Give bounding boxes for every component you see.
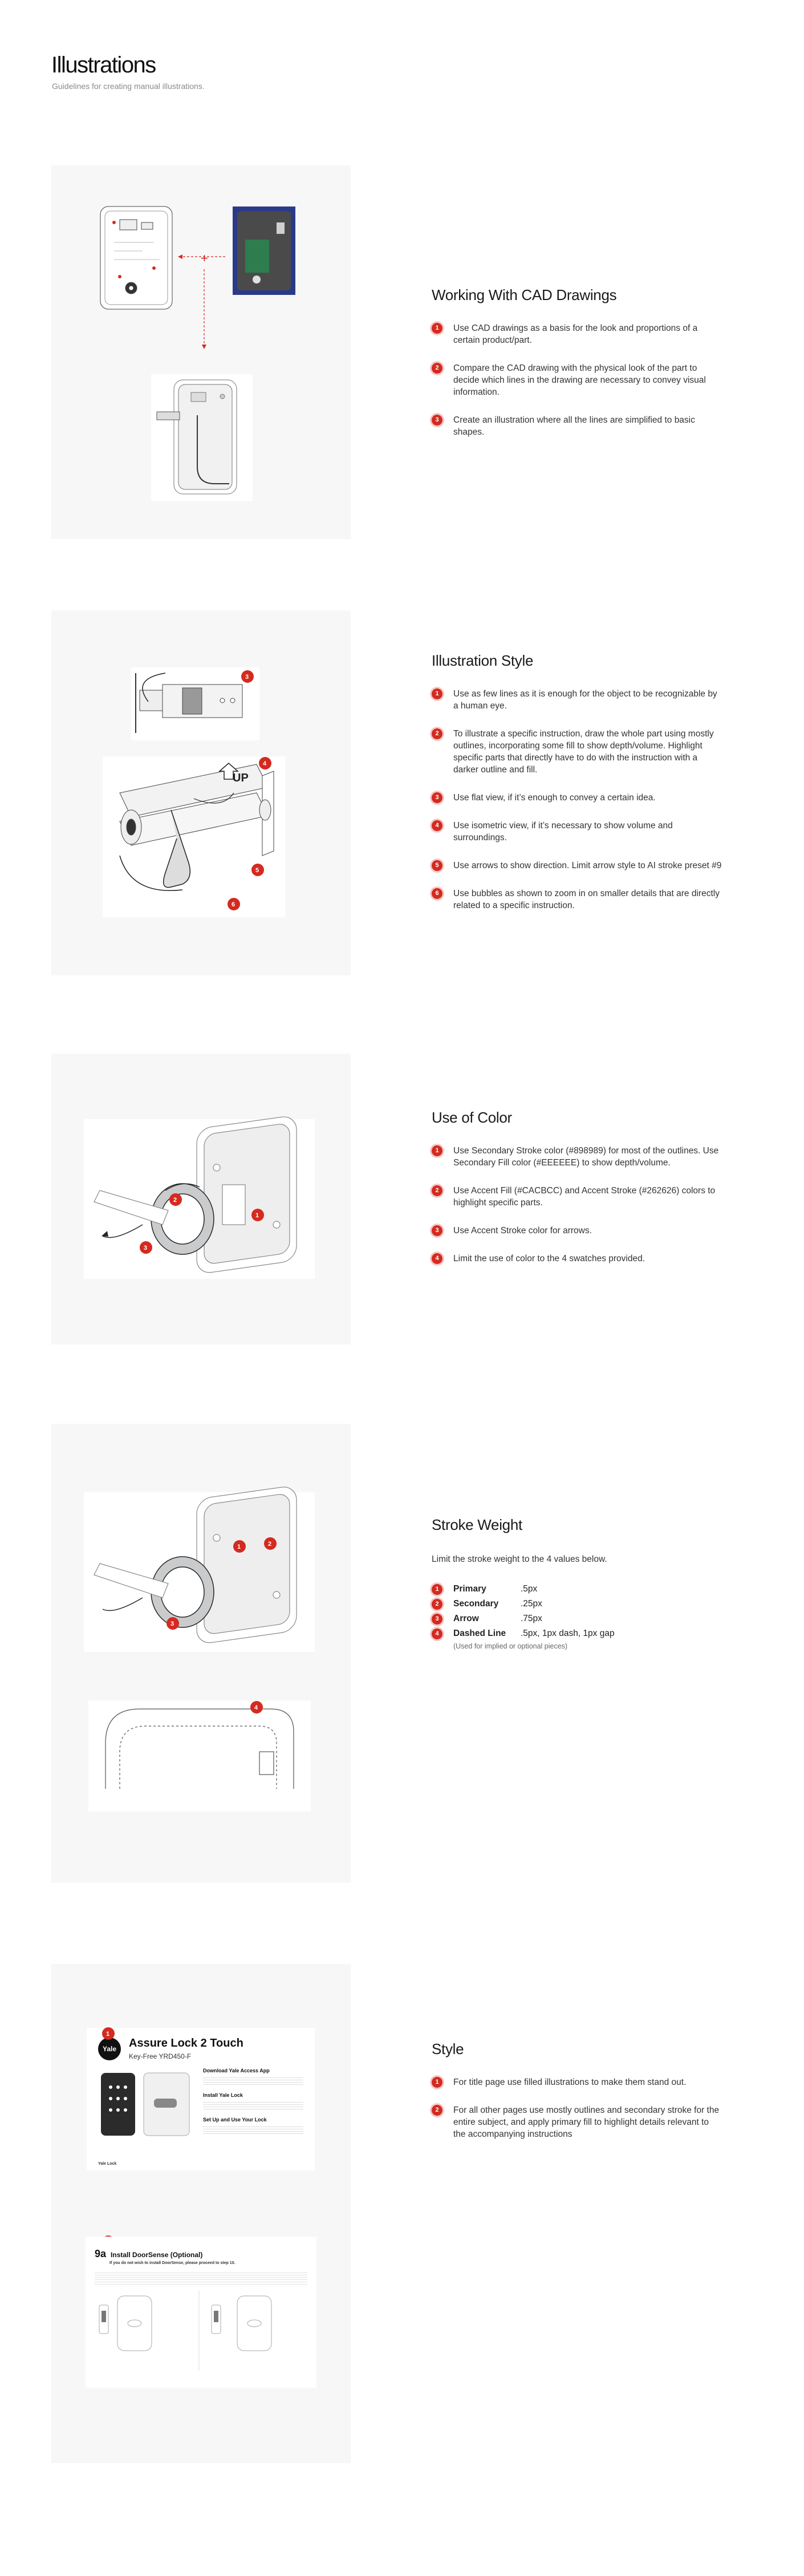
up-label: UP [233, 772, 249, 784]
step-bubble: 1 [432, 688, 442, 699]
svg-text:1: 1 [106, 2031, 110, 2038]
use-of-color-title: Use of Color [432, 1109, 512, 1126]
list-item: 1 Use as few lines as it is enough for the object to be recognizable by a human eye. [432, 688, 722, 712]
color-steps [432, 1145, 722, 1265]
list-item: 2 To illustrate a specific instruction, draw the whole part using mostly outlines, incorporating some fill to show depth/volume. Highlight specific parts that directly have to do with the instruction with a darker outline and fill. [432, 728, 722, 776]
svg-text:3: 3 [245, 674, 249, 681]
step-bubble: 2 [432, 728, 442, 739]
stroke-note: (Used for implied or optional pieces) [453, 1642, 568, 1650]
list-item: 2 Secondary .25px [432, 1597, 722, 1611]
step-bubble: 2 [432, 2105, 442, 2116]
cover-heading-download: Download Yale Access App [203, 2068, 270, 2073]
style-illustration-panel [51, 610, 351, 975]
step-bubble: 3 [432, 415, 442, 426]
svg-text:3: 3 [170, 1621, 174, 1627]
stroke-intro: Limit the stroke weight to the 4 values below. [432, 1554, 607, 1564]
list-item: 2 For all other pages use mostly outlines and secondary stroke for the entire subject, and apply primary fill to highlight details relevant to the accompanying instructions [432, 2104, 722, 2140]
step-bubble: 2 [432, 363, 442, 374]
instruction-page-example [86, 2237, 316, 2388]
simplified-illustration [151, 374, 253, 501]
list-item: 1 Use CAD drawings as a basis for the look and proportions of a certain product/part. [432, 322, 722, 346]
step-subtitle: If you do not wish to install DoorSense, please proceed to step 10. [109, 2261, 235, 2265]
style-text-block-final [432, 2040, 722, 2156]
step-bubble: 5 [432, 860, 442, 871]
style-title: Style [432, 2040, 464, 2057]
list-item: 4 Use isometric view, if it’s necessary to show volume and surroundings. [432, 820, 722, 844]
step-bubble: 4 [432, 1253, 442, 1264]
svg-text:5: 5 [255, 867, 259, 874]
step-bubble: 4 [432, 820, 442, 831]
photo-of-part [233, 206, 295, 295]
list-item: 1 For title page use filled illustrations to make them stand out. [432, 2076, 722, 2088]
svg-text:6: 6 [232, 901, 235, 908]
plus-icon: + [201, 251, 208, 265]
color-illustration-panel [51, 1054, 351, 1344]
svg-text:4: 4 [254, 1704, 258, 1711]
style-pages-panel [51, 1964, 351, 2463]
lock-back-plate [197, 1115, 297, 1275]
style-bubbles [51, 1964, 351, 2463]
step-number: 9a [95, 2248, 107, 2259]
list-item: 3 Use flat view, if it’s enough to convey a certain idea. [432, 792, 722, 804]
step-bubble: 6 [432, 888, 442, 899]
step-bubble: 3 [432, 1614, 442, 1625]
step-bubble: 2 [432, 1599, 442, 1610]
color-text-block [432, 1109, 722, 1281]
step-bubble: 1 [432, 323, 442, 334]
color-example-illustration [51, 1054, 351, 1344]
cover-subtitle: Key-Free YRD450-F [129, 2052, 192, 2060]
cad-drawing-illustration [51, 165, 351, 539]
list-item: 2 Use Accent Fill (#CACBCC) and Accent Stroke (#262626) colors to highlight specific parts. [432, 1185, 722, 1209]
illustration-style-steps [432, 688, 722, 912]
cover-title: Assure Lock 2 Touch [129, 2037, 243, 2050]
list-item: 3 Use Accent Stroke color for arrows. [432, 1225, 722, 1237]
svg-text:3: 3 [144, 1245, 148, 1251]
list-item: 3 Arrow .75px [432, 1611, 722, 1626]
cad-section-title: Working With CAD Drawings [432, 286, 617, 303]
stroke-weights-list [432, 1582, 722, 1641]
list-item: 1 Use Secondary Stroke color (#898989) for most of the outlines. Use Secondary Fill color (#EEEEEE) to show depth/volume. [432, 1145, 722, 1169]
list-item: 6 Use bubbles as shown to zoom in on smaller details that are directly related to a specific instruction. [432, 888, 722, 912]
style-text-block [432, 652, 722, 927]
svg-text:2: 2 [173, 1197, 177, 1204]
cad-text-block [432, 286, 722, 454]
stroke-weight-title: Stroke Weight [432, 1516, 522, 1533]
list-item: 2 Compare the CAD drawing with the physical look of the part to decide which lines in the drawing are necessary to convey visual information. [432, 362, 722, 398]
yale-logo: Yale [98, 2038, 121, 2060]
list-item: 5 Use arrows to show direction. Limit arrow style to AI stroke preset #9 [432, 860, 722, 872]
step-bubble: 4 [432, 1629, 442, 1639]
step-title: Install DoorSense (Optional) [111, 2251, 203, 2259]
svg-text:1: 1 [237, 1544, 241, 1550]
cover-footer: Yale Lock [98, 2162, 117, 2166]
flat-view-latch [131, 667, 259, 740]
cad-drawing [100, 206, 172, 309]
cad-illustration-panel [51, 165, 351, 539]
list-item: 3 Create an illustration where all the lines are simplified to basic shapes. [432, 414, 722, 438]
svg-text:4: 4 [263, 760, 267, 767]
step-bubble: 1 [432, 2077, 442, 2088]
stroke-illustration-panel [51, 1424, 351, 1883]
svg-text:2: 2 [268, 1541, 272, 1548]
step-bubble: 2 [432, 1185, 442, 1196]
step-bubble: 1 [432, 1584, 442, 1595]
page-title: Illustrations [51, 52, 156, 78]
cad-steps [432, 322, 722, 438]
list-item: 1 Primary .5px [432, 1582, 722, 1597]
doorsense-outline-illustration [95, 2288, 307, 2374]
svg-text:1: 1 [255, 1212, 259, 1219]
step-bubble: 3 [432, 1225, 442, 1236]
stroke-weight-example [51, 1424, 351, 1883]
cover-heading-install: Install Yale Lock [203, 2092, 243, 2098]
illustration-style-title: Illustration Style [432, 652, 534, 669]
list-item: 4 Limit the use of color to the 4 swatches provided. [432, 1253, 722, 1265]
stroke-text-block [432, 1516, 722, 1650]
step-bubble: 3 [432, 792, 442, 803]
list-item: 4 Dashed Line .5px, 1px dash, 1px gap [432, 1626, 722, 1641]
cover-heading-setup: Set Up and Use Your Lock [203, 2117, 267, 2123]
illustration-style-example [51, 610, 351, 975]
style-steps [432, 2076, 722, 2140]
page-subtitle: Guidelines for creating manual illustrations. [52, 82, 205, 91]
step-bubble: 1 [432, 1145, 442, 1156]
isometric-view-latch [103, 756, 285, 917]
